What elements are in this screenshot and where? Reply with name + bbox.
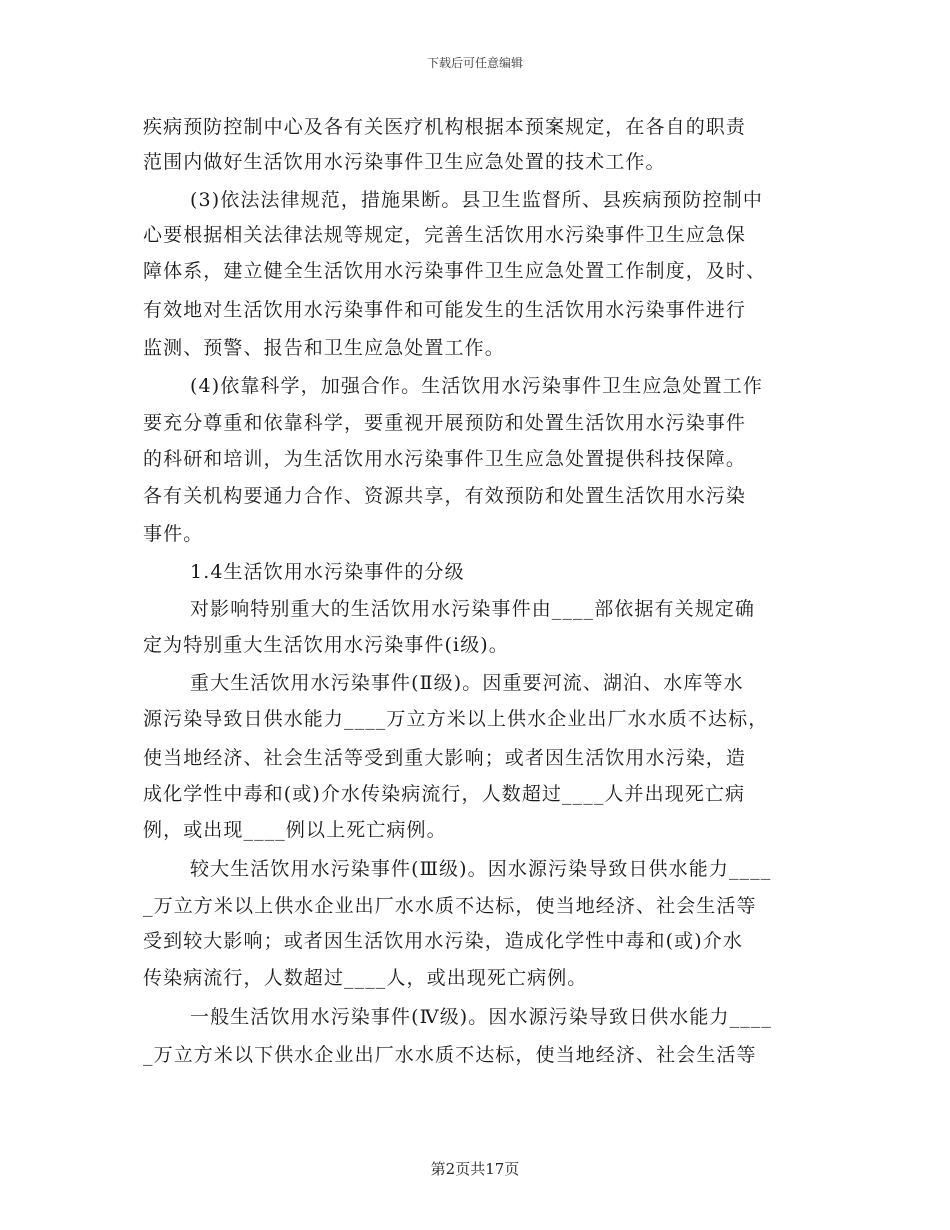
text-line: 疾病预防控制中心及各有关医疗机构根据本预案规定，在各自的职责: [143, 116, 747, 138]
text-line: 使当地经济、社会生活等受到重大影响；或者因生活饮用水污染，造: [143, 747, 747, 769]
text-line: 各有关机构要通力合作、资源共享，有效预防和处置生活饮用水污染: [143, 485, 747, 507]
text-line: 心要根据相关法律法规等规定，完善生活饮用水污染事件卫生应急保: [143, 224, 747, 246]
text-line: 要充分尊重和依靠科学，要重视开展预防和处置生活饮用水污染事件: [143, 412, 747, 434]
page-footer: 第2页共17页: [430, 1160, 520, 1178]
text-line: 较大生活饮用水污染事件(Ⅲ级)。因水源污染导致日供水能力____: [190, 858, 772, 880]
text-line: 障体系，建立健全生活饮用水污染事件卫生应急处置工作制度，及时、: [143, 260, 767, 282]
text-line: 范围内做好生活饮用水污染事件卫生应急处置的技术工作。: [143, 151, 666, 173]
text-line: 事件。: [143, 523, 204, 545]
text-line: _万立方米以下供水企业出厂水水质不达标，使当地经济、社会生活等: [143, 1044, 757, 1066]
text-line: 成化学性中毒和(或)介水传染病流行，人数超过____人并出现死亡病: [143, 783, 746, 805]
text-line: _万立方米以上供水企业出厂水水质不达标，使当地经济、社会生活等: [143, 895, 757, 917]
text-line: 对影响特别重大的生活饮用水污染事件由____部依据有关规定确: [190, 598, 756, 620]
text-line: 的科研和培训，为生活饮用水污染事件卫生应急处置提供科技保障。: [143, 448, 747, 470]
section-heading: 1.4生活饮用水污染事件的分级: [190, 561, 465, 583]
text-line: 一般生活饮用水污染事件(Ⅳ级)。因水源污染导致日供水能力____: [190, 1006, 773, 1028]
text-line: 受到较大影响；或者因生活饮用水污染，造成化学性中毒和(或)介水: [143, 930, 743, 952]
text-line: (3)依法法律规范，措施果断。县卫生监督所、县疾病预防控制中: [190, 189, 763, 211]
text-line: 重大生活饮用水污染事件(Ⅱ级)。因重要河流、湖泊、水库等水: [190, 672, 744, 694]
text-line: 源污染导致日供水能力____万立方米以上供水企业出厂水水质不达标，: [143, 708, 769, 730]
text-line: 传染病流行，人数超过____人，或出现死亡病例。: [143, 967, 588, 989]
text-line: 例，或出现____例以上死亡病例。: [143, 819, 447, 841]
page-header: 下载后可任意编辑: [426, 56, 523, 70]
text-line: 有效地对生活饮用水污染事件和可能发生的生活饮用水污染事件进行: [143, 299, 747, 321]
text-line: (4)依靠科学，加强合作。生活饮用水污染事件卫生应急处置工作: [190, 375, 763, 397]
text-line: 定为特别重大生活饮用水污染事件(i级)。: [143, 634, 509, 656]
text-line: 监测、预警、报告和卫生应急处置工作。: [143, 337, 505, 359]
